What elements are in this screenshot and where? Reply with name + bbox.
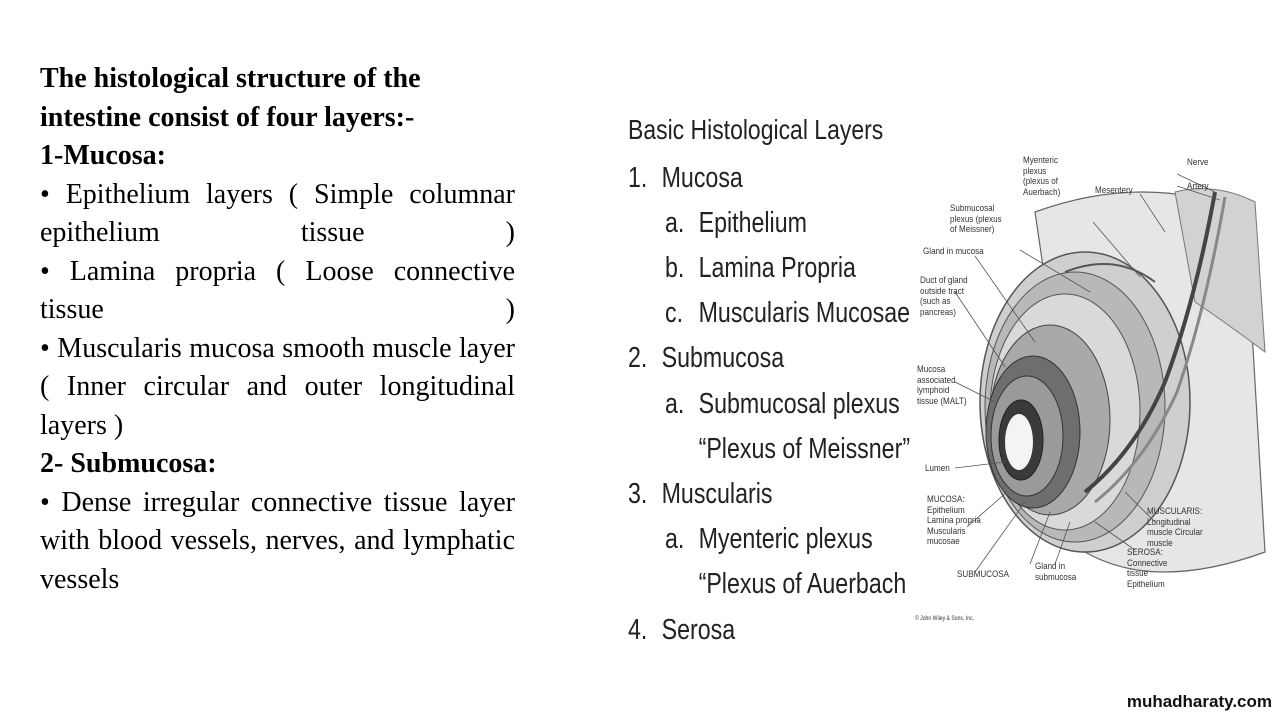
item-muscularis-mucosae: c. Muscularis Mucosae — [665, 297, 911, 329]
label-mesentery: Mesentery — [1095, 185, 1133, 196]
text-column — [40, 60, 515, 599]
label-gland: Gland in mucosa — [923, 246, 984, 257]
watermark: muhadharaty.com — [1126, 692, 1272, 711]
item-mucosa: 1. Mucosa — [628, 162, 743, 194]
item-myenteric-plexus: a. Myenteric plexus — [665, 523, 873, 555]
label-submucosal: Submucosal plexus (plexus of Meissner) — [950, 203, 1002, 235]
item-submucosa: 2. Submucosa — [628, 342, 785, 374]
label-myenteric: Myenteric plexus (plexus of Auerbach) — [1023, 155, 1061, 198]
label-artery: Artery — [1187, 181, 1209, 192]
label-copyright: © John Wiley & Sons, Inc. — [915, 616, 975, 622]
figure — [625, 112, 1275, 652]
item-lamina-propria: b. Lamina Propria — [665, 252, 856, 284]
label-submucosa: SUBMUCOSA — [957, 569, 1010, 580]
bullet-lamina-propria: • Lamina propria ( Loose connective tissue ) — [40, 255, 515, 325]
item-auerbach: “Plexus of Auerbach — [698, 568, 907, 600]
label-malt: Mucosa associated lymphoid tissue (MALT) — [917, 364, 967, 407]
submucosa-title: 2- Submucosa: — [40, 448, 217, 479]
label-serosa: SEROSA: Connective tissue Epithelium — [1127, 547, 1168, 590]
bullet-submucosa: • Dense irregular connective tissue layer with blood vessels, nerves, and lymphatic vessels — [40, 486, 515, 595]
mucosa-title: 1-Mucosa: — [40, 140, 166, 171]
label-mucosa: MUCOSA: Epithelium Lamina propria Muscularis mucosae — [927, 494, 981, 547]
bullet-epithelium: • Epithelium layers ( Simple columnar epithelium tissue ) — [40, 178, 515, 248]
item-muscularis: 3. Muscularis — [628, 478, 773, 510]
label-gland-submucosa: Gland in submucosa — [1035, 561, 1077, 583]
figure-title: Basic Histological Layers — [628, 114, 884, 145]
label-lumen: Lumen — [925, 463, 950, 474]
item-serosa: 4. Serosa — [628, 614, 736, 646]
label-muscularis: MUSCULARIS: Longitudinal muscle Circular muscle — [1147, 506, 1203, 549]
label-duct: Duct of gland outside tract (such as pancreas) — [920, 275, 968, 318]
item-meissner: “Plexus of Meissner” — [698, 433, 911, 465]
item-epithelium: a. Epithelium — [665, 207, 807, 239]
item-submucosal-plexus: a. Submucosal plexus — [665, 388, 900, 420]
bullet-muscularis-mucosa: • Muscularis mucosa smooth muscle layer ( Inner circular and outer longitudinal layers ) — [40, 332, 515, 441]
heading: The histological structure of the intestine consist of four layers:- — [40, 63, 421, 133]
intestine-diagram — [915, 152, 1275, 632]
label-nerve: Nerve — [1187, 157, 1209, 168]
